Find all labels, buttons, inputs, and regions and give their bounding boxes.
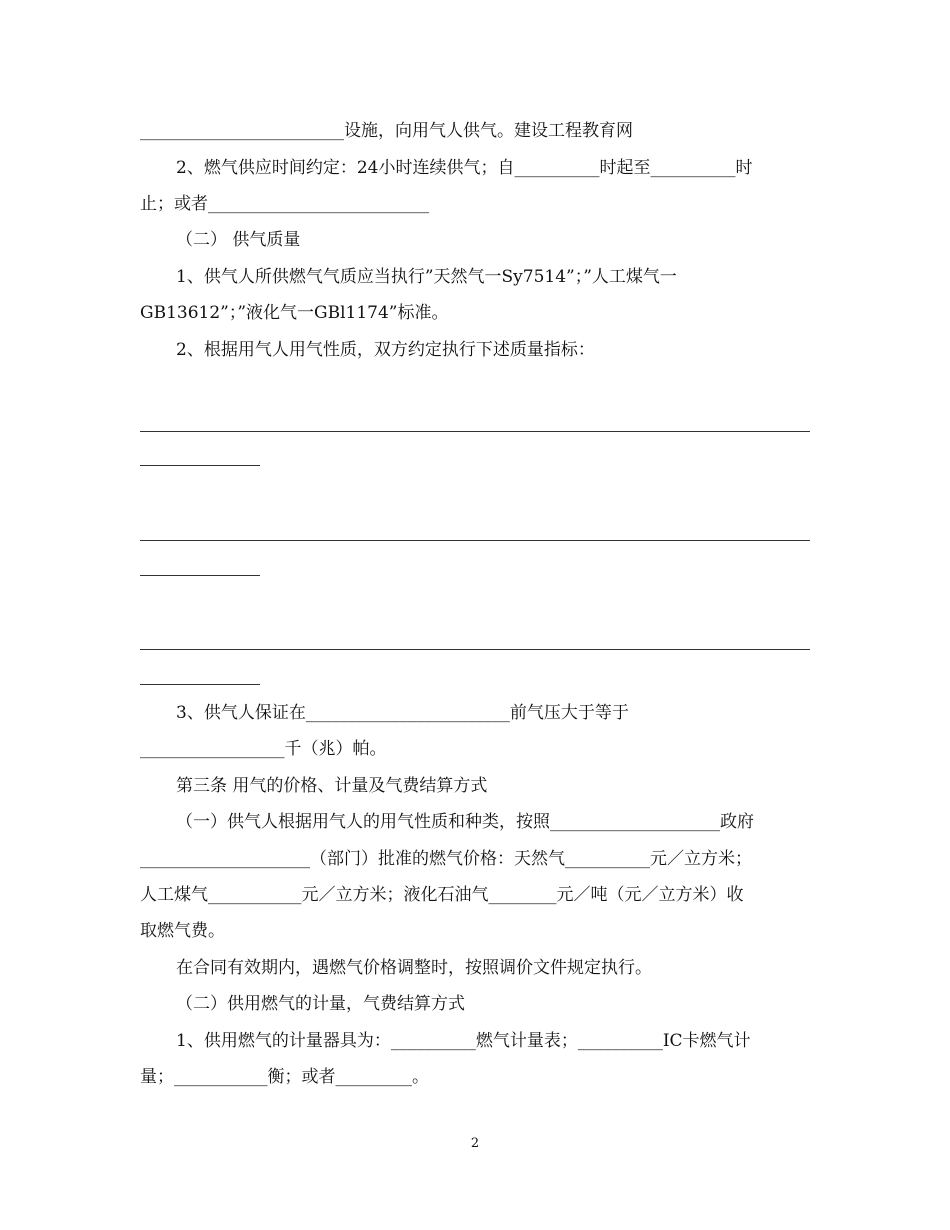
text-line: GB13612”；”液化气一GBl1174”标准。 (140, 303, 449, 323)
text-line: ________________________设施，向用气人供气。建设工程教育网 (140, 121, 633, 141)
section-heading: （二）供用燃气的计量，气费结算方式 (176, 994, 465, 1014)
blank-fill-line (140, 684, 260, 685)
blank-fill-line (140, 575, 260, 576)
blank-fill-line (140, 649, 810, 650)
text-line: 3、供气人保证在________________________前气压大于等于 (176, 703, 629, 723)
text-line: 止；或者__________________________ (140, 194, 429, 214)
text-line: 在合同有效期内，遇燃气价格调整时，按照调价文件规定执行。 (176, 958, 652, 978)
section-heading: （二） 供气质量 (176, 230, 301, 250)
blank-fill-line (140, 431, 810, 432)
text-line: （一）供气人根据用气人的用气性质和种类，按照____________________政府 (176, 812, 754, 832)
text-line: 2、根据用气人用气性质，双方约定执行下述质量指标： (176, 340, 595, 360)
text-line: ____________________（部门）批准的燃气价格：天然气__________元／立方米； (140, 849, 752, 869)
text-line: 量；___________衡；或者_________。 (140, 1067, 429, 1087)
article-heading: 第三条 用气的价格、计量及气费结算方式 (176, 776, 488, 796)
blank-fill-line (140, 540, 810, 541)
blank-fill-line (140, 465, 260, 466)
text-line: 1、供气人所供燃气气质应当执行”天然气一Sy7514”；”人工煤气一 (176, 267, 677, 287)
text-line: 人工煤气___________元／立方米；液化石油气________元／吨（元／立方米）收 (140, 885, 744, 905)
text-line: 1、供用燃气的计量器具为：__________燃气计量表；__________IC卡燃气计 (176, 1031, 751, 1051)
page-number: 2 (470, 1136, 480, 1151)
text-line: 2、燃气供应时间约定：24小时连续供气；自__________时起至__________时 (176, 158, 753, 178)
text-line: 取燃气费。 (140, 921, 225, 941)
text-line: _________________千（兆）帕。 (140, 739, 387, 759)
